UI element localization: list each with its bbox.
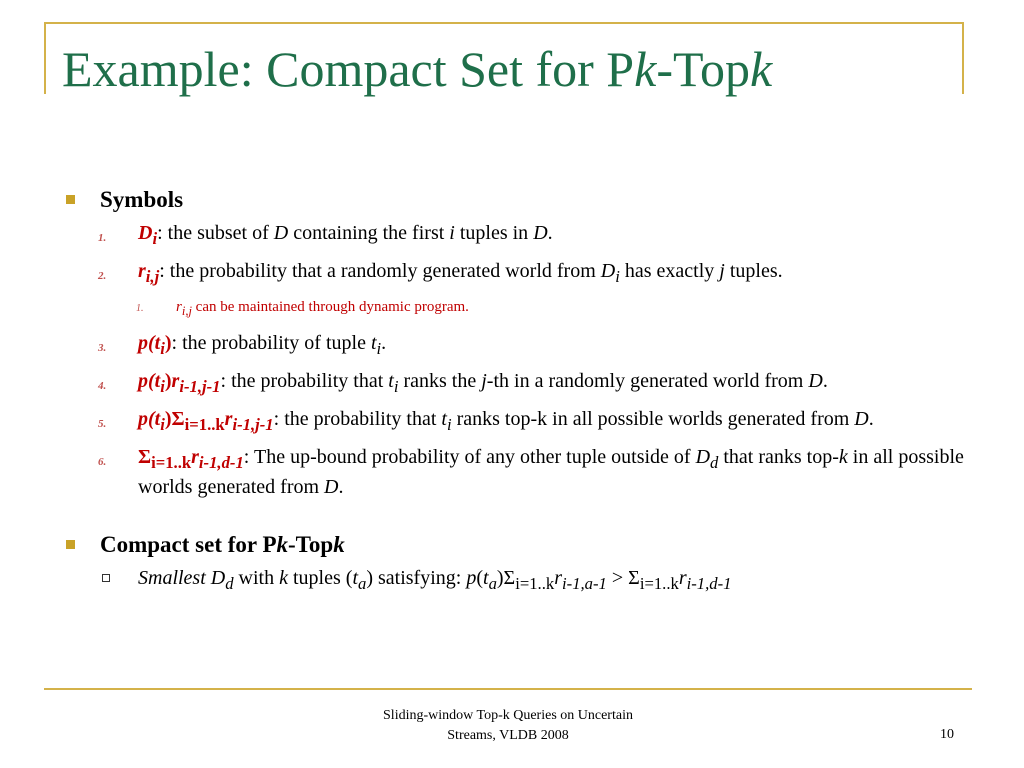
footer-line-1: Sliding-window Top-k Queries on Uncertain bbox=[383, 708, 633, 723]
footer-rule bbox=[44, 688, 972, 690]
item-3: 3. $p(t_i)$: the probability of tuple $t_i$. bbox=[98, 332, 387, 358]
slide-content bbox=[60, 185, 980, 604]
footer-line-2: Streams, VLDB 2008 bbox=[447, 728, 569, 743]
compact-set-definition: Smallest $D_d$ with k tuples $(t_a)$ satisfying: $p(t_a)\Sigma_{i=1..k}r_{i-1,a-1} > \Sigma_{i=1..k}r_{i-1,d-1}$ bbox=[60, 566, 980, 596]
item-5: 5. $p(t_i)\Sigma_{i=1..k}r_{i-1,j-1}$: the probability that $t_i$ ranks top-k in all possible worlds generated from D. bbox=[98, 408, 874, 434]
square-bullet-icon bbox=[66, 195, 75, 204]
slide-title: Example: Compact Set for Pk-Topk bbox=[62, 41, 773, 97]
bullet-symbols: Symbols bbox=[60, 185, 980, 215]
slide-footer bbox=[348, 706, 668, 746]
item-4: 4. $p(t_i)r_{i-1,j-1}$: the probability that $t_i$ ranks the j-th in a randomly generated world from D. bbox=[98, 370, 828, 396]
item-2: 2. $r_{i,j}$: the probability that a randomly generated world from $D_i$ has exactly j tuples. bbox=[98, 260, 783, 286]
frame-top-rule bbox=[44, 22, 964, 24]
item-2-sub-1: 1. $r_{i,j}$ can be maintained through dynamic program. bbox=[136, 299, 469, 318]
item-6: 6. $\Sigma_{i=1..k}r_{i-1,d-1}$: The up-bound probability of any other tuple outside of $D_d$ that ranks top-k in all possible worlds generated from D. bbox=[98, 446, 964, 498]
page-number: 10 bbox=[940, 727, 954, 742]
hollow-square-bullet-icon bbox=[102, 574, 110, 582]
item-1: 1. $D_i$: the subset of D containing the first i tuples in D. bbox=[98, 222, 553, 248]
square-bullet-icon bbox=[66, 540, 75, 549]
bullet-compact-set: Compact set for Pk-Topk bbox=[60, 530, 980, 560]
frame-left-rule bbox=[44, 22, 46, 94]
frame-right-rule bbox=[962, 22, 964, 94]
